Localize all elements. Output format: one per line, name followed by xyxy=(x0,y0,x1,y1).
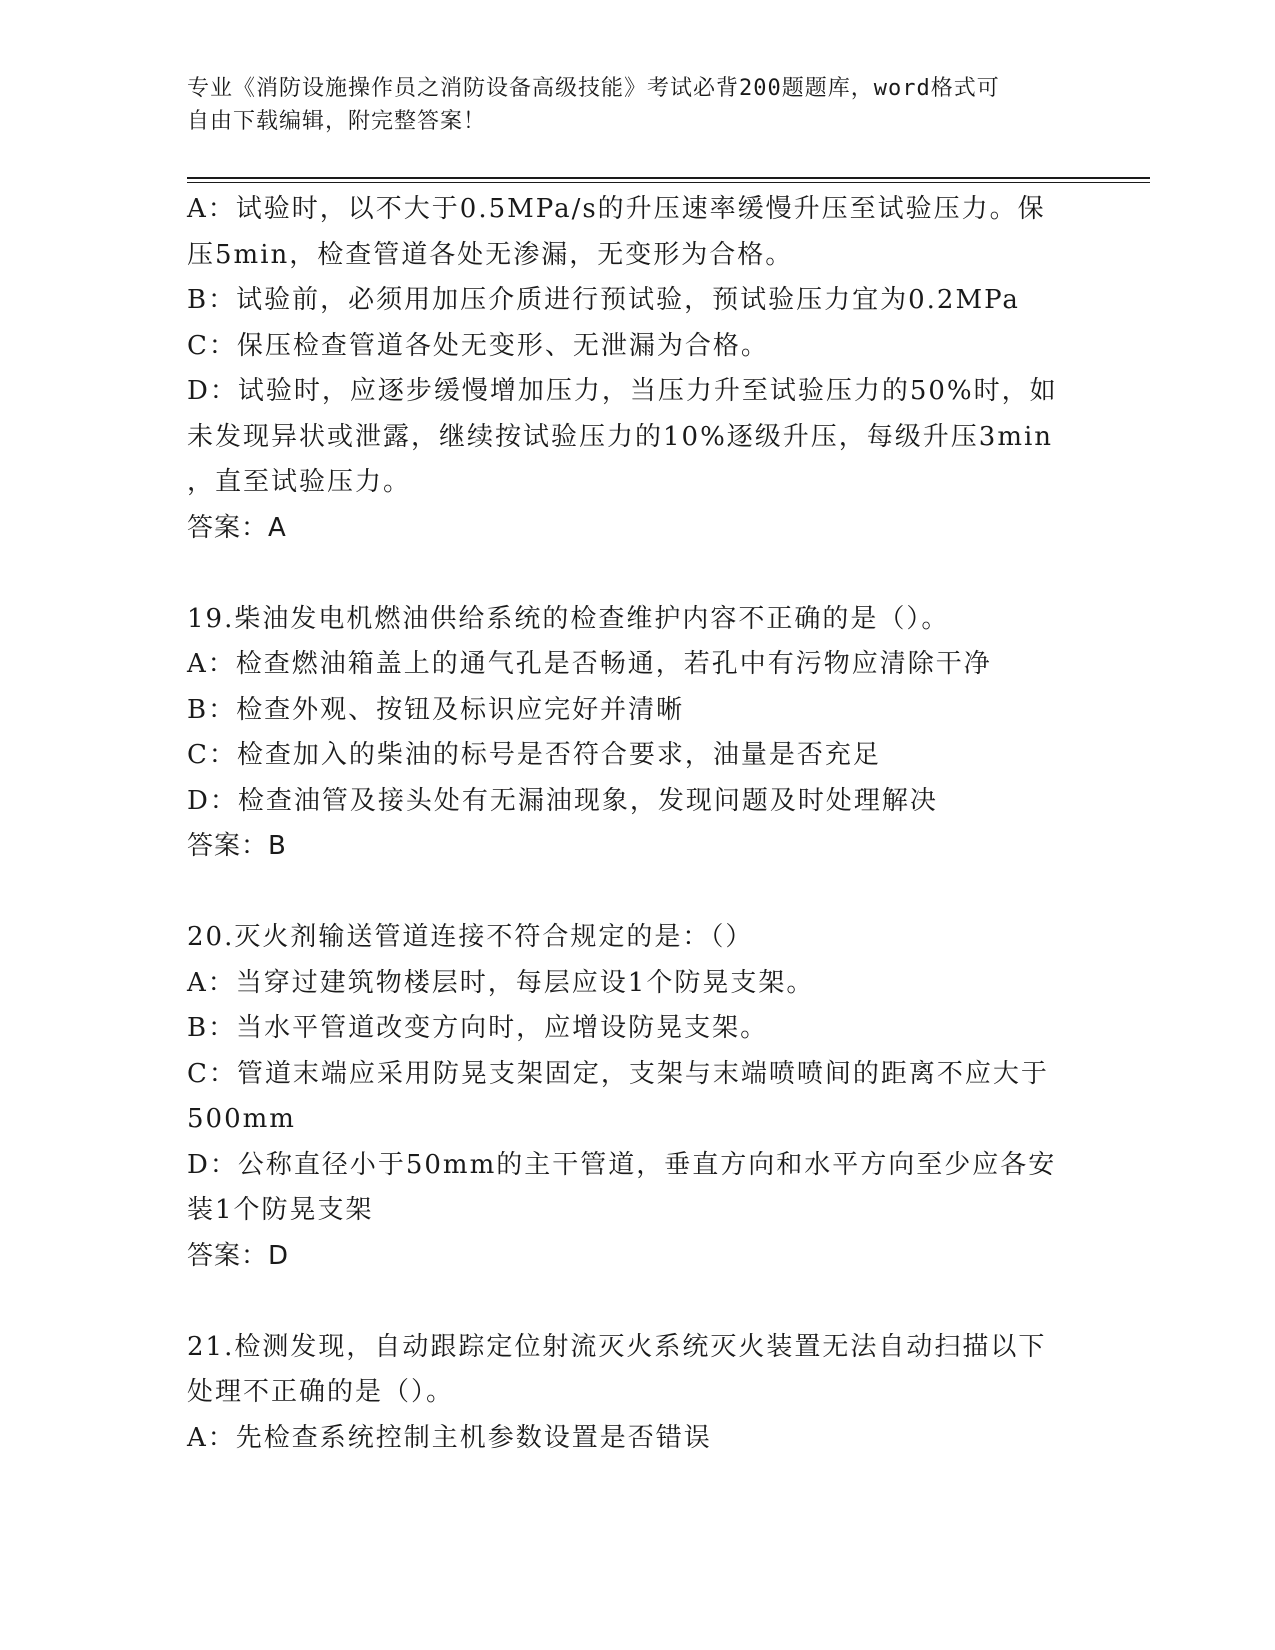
option-b: B：试验前，必须用加压介质进行预试验，预试验压力宜为0.2MPa xyxy=(187,285,1020,315)
question-text-line-1: 21.检测发现，自动跟踪定位射流灭火系统灭火装置无法自动扫描以下 xyxy=(187,1331,1047,1362)
option-c: C：检查加入的柴油的标号是否符合要求，油量是否充足 xyxy=(187,740,881,770)
answer-line: 答案：D xyxy=(187,1240,290,1271)
option-d-line-2: 未发现异状或泄露，继续按试验压力的10%逐级升压，每级升压3min xyxy=(187,421,1054,452)
spacer xyxy=(187,870,1077,916)
question-18-continued xyxy=(187,187,1077,551)
question-21 xyxy=(187,1325,1077,1462)
header-line-2: 自由下载编辑，附完整答案！ xyxy=(187,109,487,134)
header-line-1: 专业《消防设施操作员之消防设备高级技能》考试必背200题题库，word格式可 xyxy=(187,76,1000,101)
option-d: D：检查油管及接头处有无漏油现象，发现问题及时处理解决 xyxy=(187,785,938,816)
option-a: A：检查燃油箱盖上的通气孔是否畅通，若孔中有污物应清除干净 xyxy=(187,649,992,679)
option-c-line-1: C：管道末端应采用防晃支架固定，支架与末端喷喷间的距离不应大于 xyxy=(187,1058,1049,1089)
option-b: B：当水平管道改变方向时，应增设防晃支架。 xyxy=(187,1013,769,1043)
option-a: A：当穿过建筑物楼层时，每层应设1个防晃支架。 xyxy=(187,967,815,998)
answer-line: 答案：A xyxy=(187,512,287,543)
option-a-line-2: 压5min，检查管道各处无渗漏，无变形为合格。 xyxy=(187,239,794,270)
document-header xyxy=(187,72,1087,138)
option-c: C：保压检查管道各处无变形、无泄漏为合格。 xyxy=(187,330,769,361)
answer-line: 答案：B xyxy=(187,831,287,861)
option-a-line-1: A：试验时，以不大于0.5MPa/s的升压速率缓慢升压至试验压力。保 xyxy=(187,194,1046,224)
option-b: B：检查外观、按钮及标识应完好并清晰 xyxy=(187,694,685,725)
spacer xyxy=(187,1279,1077,1325)
question-text: 20.灭火剂输送管道连接不符合规定的是：（） xyxy=(187,922,754,952)
option-a: A：先检查系统控制主机参数设置是否错误 xyxy=(187,1422,712,1453)
option-d-line-2: 装1个防晃支架 xyxy=(187,1195,374,1225)
question-text-line-2: 处理不正确的是（）。 xyxy=(187,1377,455,1407)
option-d-line-1: D：公称直径小于50mm的主干管道，垂直方向和水平方向至少应各安 xyxy=(187,1149,1057,1180)
question-20 xyxy=(187,915,1077,1279)
option-d-line-1: D：试验时，应逐步缓慢增加压力，当压力升至试验压力的50%时，如 xyxy=(187,376,1058,406)
question-19 xyxy=(187,597,1077,870)
header-divider-thin xyxy=(187,182,1150,183)
spacer xyxy=(187,551,1077,597)
question-text: 19.柴油发电机燃油供给系统的检查维护内容不正确的是（）。 xyxy=(187,603,950,634)
header-divider-thick xyxy=(187,177,1150,179)
document-body xyxy=(187,187,1077,1461)
option-d-line-3: ，直至试验压力。 xyxy=(187,467,412,497)
option-c-line-2: 500mm xyxy=(187,1104,296,1134)
